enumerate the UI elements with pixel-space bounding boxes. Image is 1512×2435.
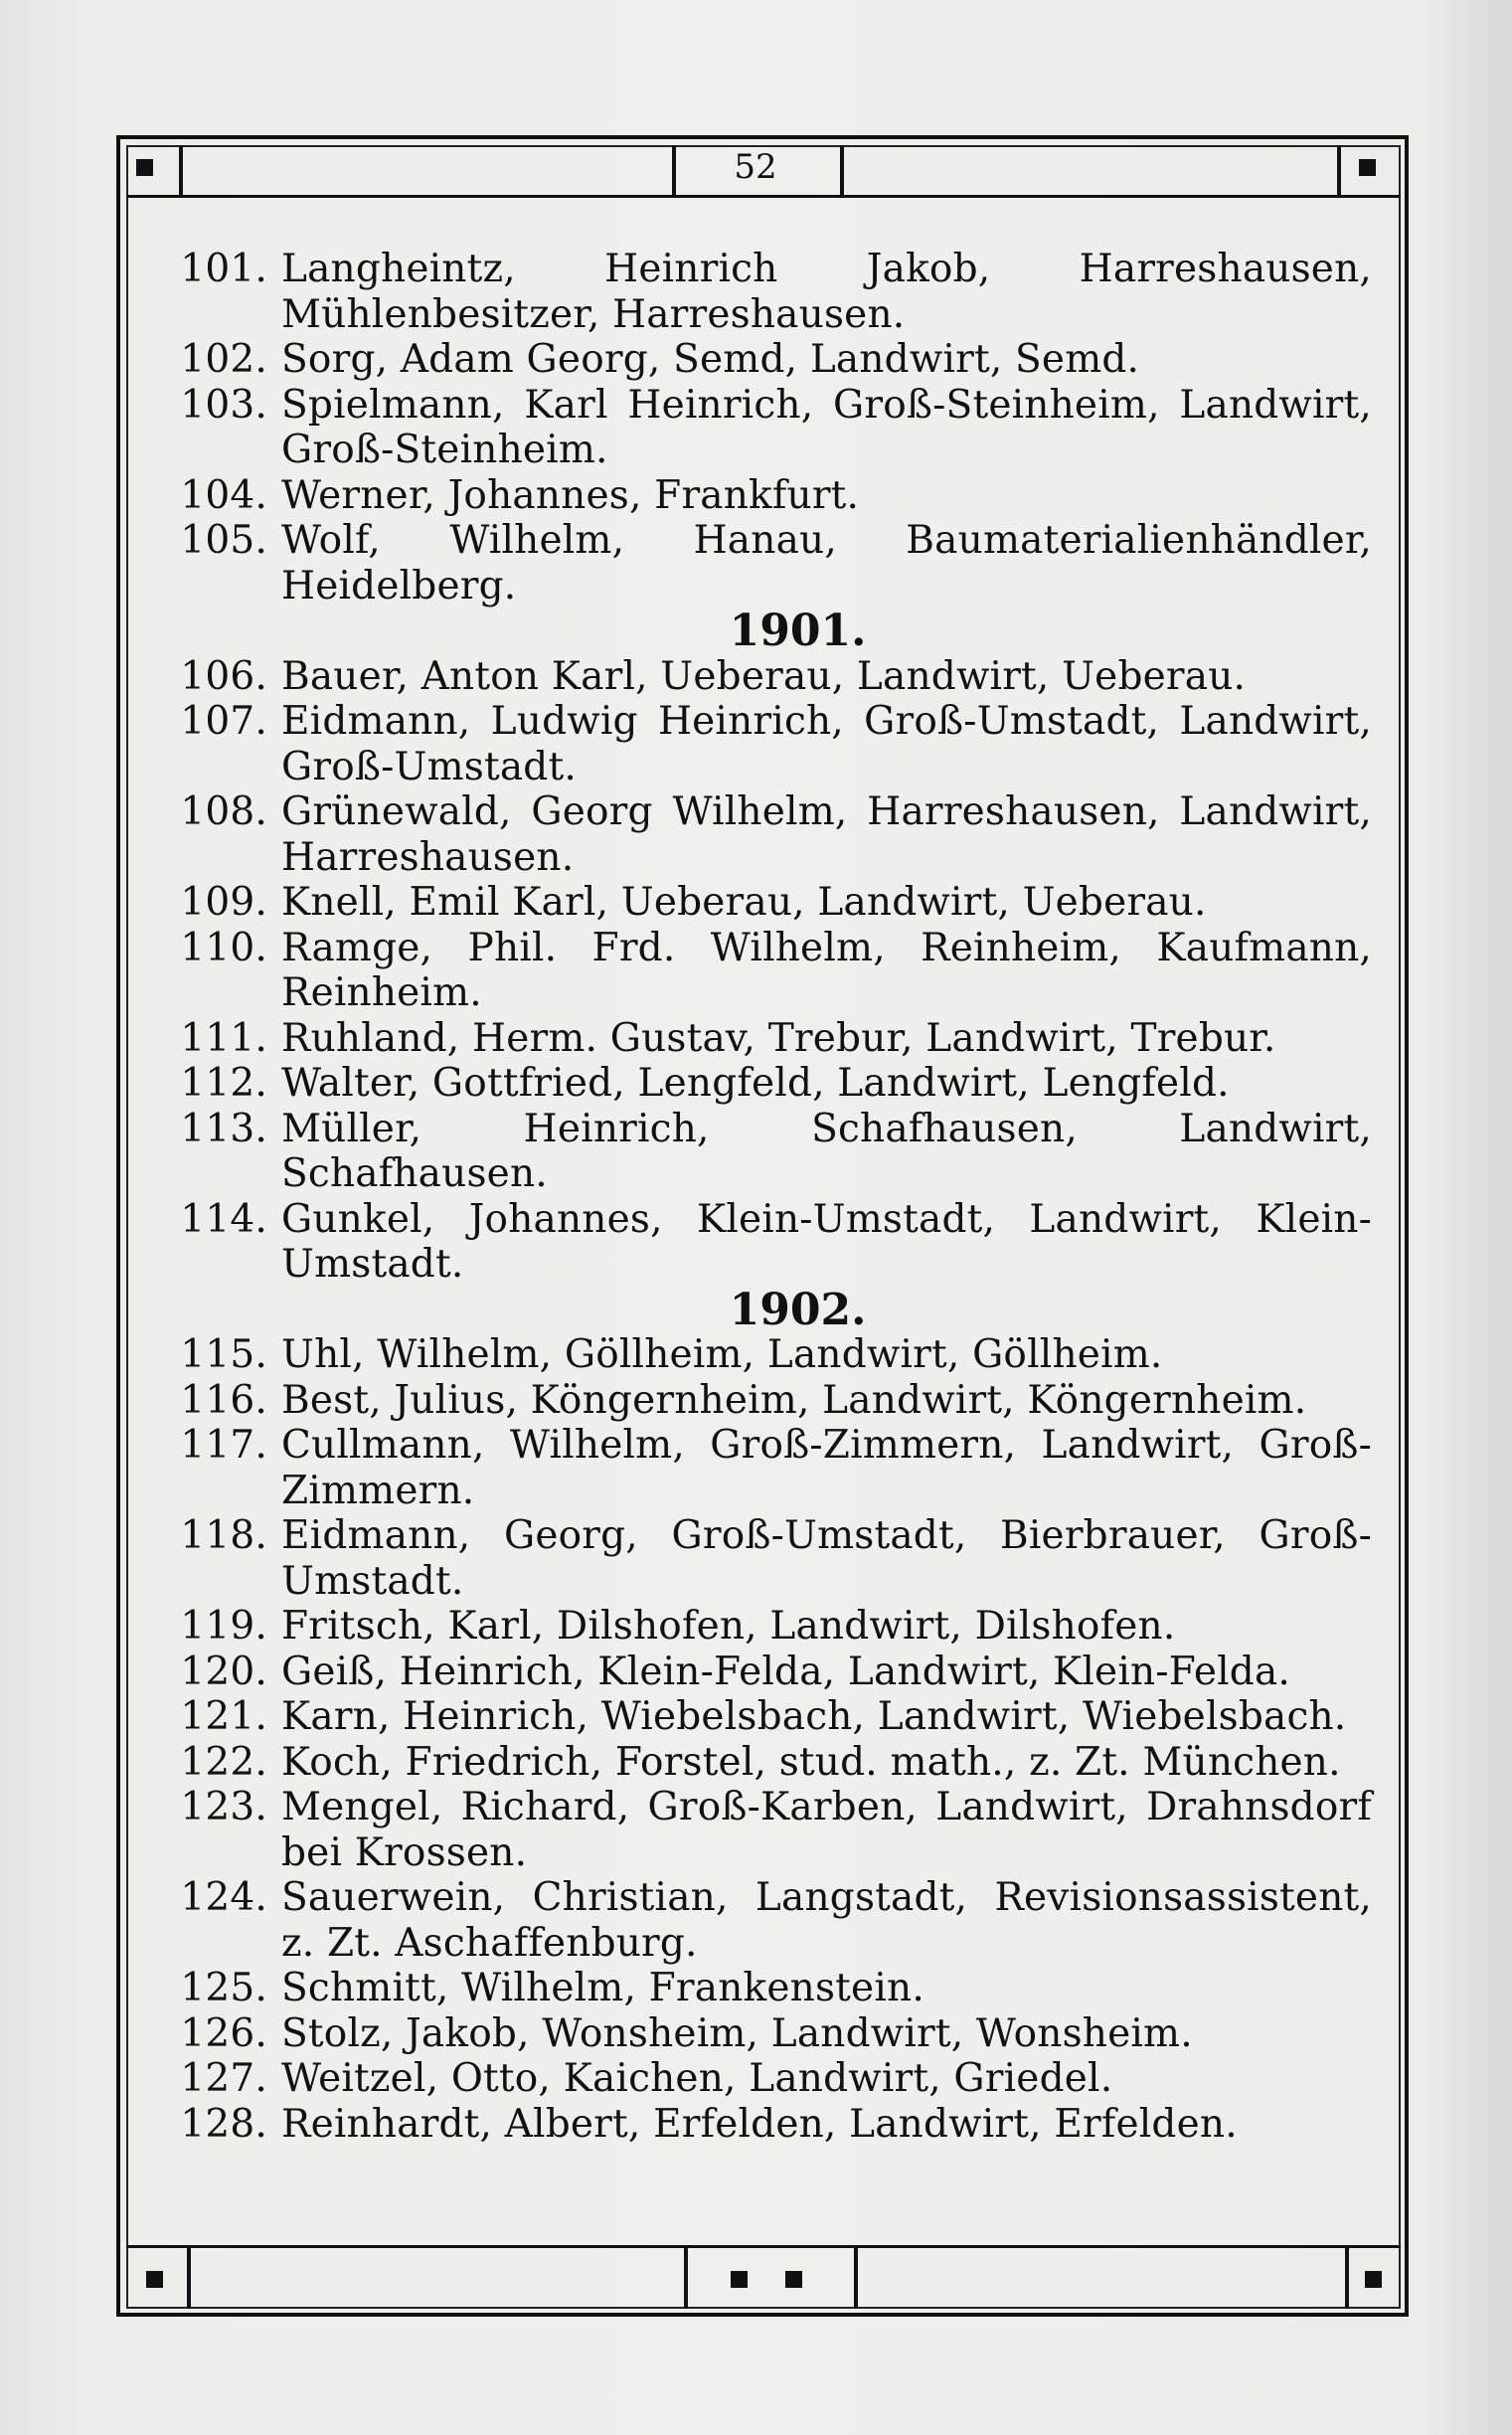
list-item: 124. Sauerwein, Christian, Langstadt, Revisionsassistent, z. Zt. Aschaffenburg.: [180, 1875, 1372, 1966]
list-item: 112. Walter, Gottfried, Lengfeld, Landwirt, Lengfeld.: [180, 1061, 1230, 1106]
list-item: 105. Wolf, Wilhelm, Hanau, Baumaterialienhändler, Heidelberg.: [180, 518, 1372, 609]
footer-divider: [187, 2248, 191, 2309]
list-item: 127. Weitzel, Otto, Kaichen, Landwirt, Griedel.: [180, 2056, 1113, 2101]
ornament-square-icon: [146, 2271, 163, 2288]
year-heading: 1901.: [729, 606, 867, 656]
list-item: 122. Koch, Friedrich, Forstel, stud. math., z. Zt. München.: [180, 1739, 1341, 1785]
header-divider: [840, 145, 844, 195]
footer-rule: [126, 2245, 1401, 2248]
section-unlabeled: [164, 247, 1372, 609]
section-1901: [164, 606, 1372, 1288]
ornament-square-icon: [731, 2271, 748, 2288]
header-divider: [672, 145, 676, 195]
list-item: 118. Eidmann, Georg, Groß-Umstadt, Bierbrauer, Groß-Umstadt.: [180, 1513, 1372, 1604]
list-item: 102. Sorg, Adam Georg, Semd, Landwirt, Semd.: [180, 337, 1140, 382]
entry-list: [164, 247, 1372, 2147]
ornament-square-icon: [136, 159, 153, 176]
ornament-square-icon: [785, 2271, 802, 2288]
list-item: 113. Müller, Heinrich, Schafhausen, Landwirt, Schafhausen.: [180, 1106, 1372, 1196]
footer-divider: [1345, 2248, 1349, 2309]
header-divider: [1337, 145, 1341, 195]
year-heading: 1902.: [729, 1284, 867, 1335]
list-item: 115. Uhl, Wilhelm, Göllheim, Landwirt, Göllheim.: [180, 1332, 1163, 1377]
list-item: 117. Cullmann, Wilhelm, Groß-Zimmern, Landwirt, Groß-Zimmern.: [180, 1423, 1372, 1513]
footer-divider: [854, 2248, 858, 2309]
ornament-square-icon: [1365, 2271, 1382, 2288]
header-rule: [126, 195, 1401, 198]
list-item: 110. Ramge, Phil. Frd. Wilhelm, Reinheim, Kaufmann, Reinheim.: [180, 925, 1372, 1015]
list-item: 114. Gunkel, Johannes, Klein-Umstadt, Landwirt, Klein-Umstadt.: [180, 1196, 1372, 1287]
list-item: 116. Best, Julius, Köngernheim, Landwirt, Köngernheim.: [180, 1377, 1307, 1423]
list-item: 121. Karn, Heinrich, Wiebelsbach, Landwirt, Wiebelsbach.: [180, 1694, 1347, 1739]
list-item: 104. Werner, Johannes, Frankfurt.: [180, 472, 860, 518]
ornament-square-icon: [1359, 159, 1376, 176]
list-item: 109. Knell, Emil Karl, Ueberau, Landwirt, Ueberau.: [180, 880, 1207, 925]
list-item: 107. Eidmann, Ludwig Heinrich, Groß-Umstadt, Landwirt, Groß-Umstadt.: [180, 699, 1372, 789]
header-divider: [179, 145, 183, 195]
list-item: 126. Stolz, Jakob, Wonsheim, Landwirt, Wonsheim.: [180, 2010, 1193, 2056]
list-item: 119. Fritsch, Karl, Dilshofen, Landwirt, Dilshofen.: [180, 1604, 1176, 1649]
list-item: 111. Ruhland, Herm. Gustav, Trebur, Landwirt, Trebur.: [180, 1015, 1276, 1061]
list-item: 125. Schmitt, Wilhelm, Frankenstein.: [180, 1966, 924, 2010]
footer-divider: [684, 2248, 688, 2309]
section-1902: [164, 1284, 1372, 2148]
list-item: 101. Langheintz, Heinrich Jakob, Harreshausen, Mühlenbesitzer, Harreshausen.: [180, 247, 1372, 337]
page-number: 52: [734, 147, 777, 187]
list-item: 103. Spielmann, Karl Heinrich, Groß-Steinheim, Landwirt, Groß-Steinheim.: [180, 382, 1372, 472]
list-item: 123. Mengel, Richard, Groß-Karben, Landwirt, Drahnsdorf bei Krossen.: [180, 1785, 1372, 1875]
list-item: 108. Grünewald, Georg Wilhelm, Harreshausen, Landwirt, Harreshausen.: [180, 789, 1372, 880]
list-item: 120. Geiß, Heinrich, Klein-Felda, Landwirt, Klein-Felda.: [180, 1649, 1291, 1694]
list-item: 106. Bauer, Anton Karl, Ueberau, Landwirt, Ueberau.: [180, 653, 1247, 699]
list-item: 128. Reinhardt, Albert, Erfelden, Landwirt, Erfelden.: [180, 2101, 1238, 2147]
